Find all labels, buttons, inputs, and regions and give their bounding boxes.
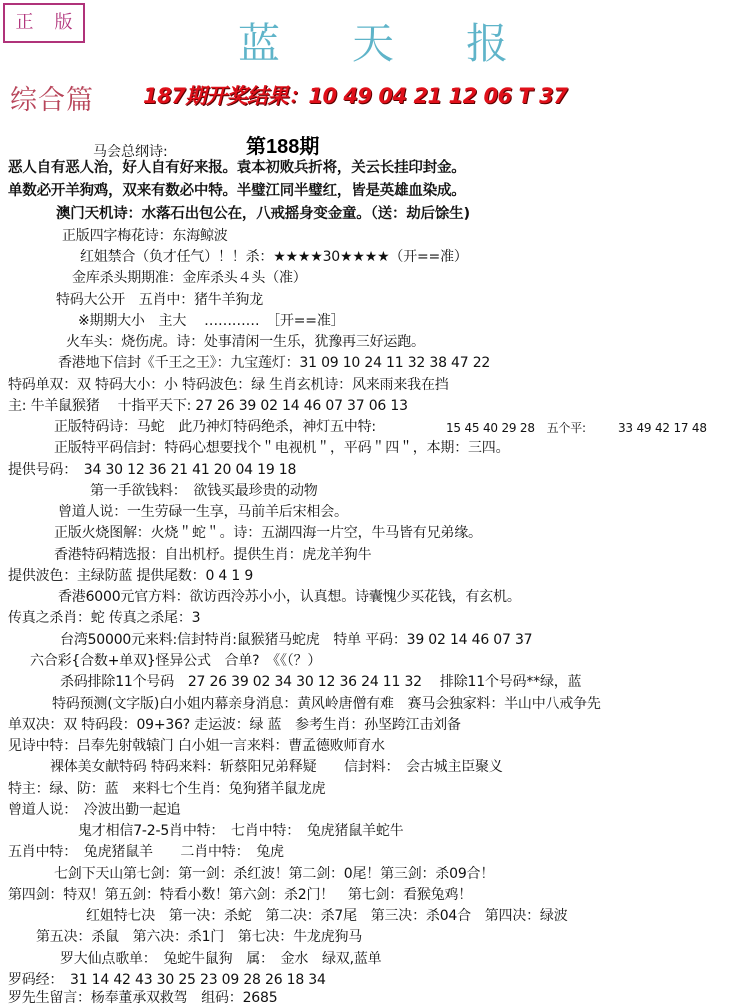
text-line: 六合彩{合数+单双}怪异公式 合单? 《《（？） [30, 653, 322, 669]
text-line: 提供波色：主绿防蓝 提供尾数：0 4 1 9 [8, 568, 254, 584]
text-line: 澳门天机诗：水落石出包公在，八戒摇身变金童。（送：劫后馀生) [56, 206, 470, 222]
text-line: 第一手欲钱料： 欲钱买最珍贵的动物 [90, 483, 318, 499]
stamp-char-right: 版 [54, 12, 73, 33]
text-line: 33 49 42 17 48 [618, 421, 707, 435]
text-line: 七剑下天山第七剑：第一剑：杀红波！第二剑：0尾！第三剑：杀09合！ [54, 866, 495, 882]
title-char: 天 [351, 19, 394, 68]
section-heading: 综合篇 [10, 85, 94, 116]
text-line: 第五决：杀鼠 第六决：杀1门 第七决：牛龙虎狗马 [36, 929, 363, 945]
text-line: 特码单双：双 特码大小：小 特码波色：绿 生肖玄机诗：风来雨来我在挡 [8, 377, 449, 393]
title-char: 蓝 [238, 19, 281, 68]
text-line: 火车头：烧伤虎。诗：处事清闲一生乐，犹豫再三好运跑。 [66, 334, 425, 350]
text-line: 香港地下信封《千王之王》：九宝莲灯：31 09 10 24 11 32 38 47 22 [58, 355, 491, 371]
text-line: 特主：绿、防：蓝 来料七个生肖：兔狗猪羊鼠龙虎 [8, 781, 326, 797]
text-line: 单双决：双 特码段：09+36? 走运波：绿 蓝 参考生肖：孙坚跨江击刘备 [8, 717, 461, 733]
text-line: 正版火烧图解：火烧＂蛇＂。诗：五湖四海一片空，牛马皆有兄弟缘。 [54, 525, 482, 541]
text-line: 五肖中特： 兔虎猪鼠羊 二肖中特： 兔虎 [8, 844, 284, 860]
stamp-char-left: 正 [15, 12, 34, 33]
text-line: ※期期大小 主大 ………… ［开==准］ [78, 313, 345, 329]
text-line: 正版四字梅花诗：东海鲸波 [62, 228, 228, 244]
text-line: 主: 牛羊鼠猴猪 十指平天下: 27 26 39 02 14 46 07 37 06 13 [8, 398, 408, 414]
genuine-stamp [3, 3, 85, 43]
text-line: 鬼才相信7-2-5肖中特： 七肖中特： 兔虎猪鼠羊蛇牛 [78, 823, 404, 839]
text-line: 曾道人说：一生劳碌一生享，马前羊后宋相会。 [58, 504, 348, 520]
text-line: 15 45 40 29 28 五个平: [446, 421, 586, 435]
newspaper-title [238, 12, 508, 70]
text-line: 恶人自有恶人治，好人自有好来报。袁本初败兵折将，关云长挂印封金。 [8, 160, 466, 176]
text-line: 提供号码： 34 30 12 36 21 41 20 04 19 18 [8, 462, 297, 478]
text-line: 罗先生留言：杨奉董承双救驾 组码：2685 [8, 990, 278, 1006]
text-line: 特码大公开 五肖中：猪牛羊狗龙 [56, 292, 263, 308]
text-line: 红姐特七决 第一决：杀蛇 第二决：杀7尾 第三决：杀04合 第四决：绿波 [86, 908, 568, 924]
text-line: 香港6000元官方料：欲访西泠苏小小，认真想。诗囊愧少买花钱，有玄机。 [58, 589, 521, 605]
text-line: 金库杀头期期准：金库杀头４头（准） [72, 270, 307, 286]
issue-number: 第188期 [246, 136, 320, 158]
text-line: 正版特码诗：马蛇 此乃神灯特码绝杀，神灯五中特: [54, 419, 376, 435]
text-line: 裸体美女献特码 特码来料：斩蔡阳兄弟释疑 信封料： 会古城主臣聚义 [50, 759, 503, 775]
text-line: 罗大仙点歌单： 兔蛇牛鼠狗 属： 金水 绿双,蓝单 [60, 951, 382, 967]
title-char: 报 [465, 19, 508, 68]
text-line: 红姐禁合（负才任气）！！杀：★★★★30★★★★（开==准） [80, 249, 468, 265]
text-line: 见诗中特：吕奉先射戟辕门 白小姐一言来料：曹孟德败师育水 [8, 738, 385, 754]
text-line: 罗码经： 31 14 42 43 30 25 23 09 28 26 18 34 [8, 972, 326, 988]
text-line: 特码预测(文字版)白小姐内幕亲身消息：黄风岭唐僧有难 赛马会独家料：半山中八戒争先 [52, 696, 601, 712]
text-line: 杀码排除11个号码 27 26 39 02 34 30 12 36 24 11 32 排除11个号码**绿，蓝 [60, 674, 582, 690]
text-line: 正版特平码信封：特码心想要找个＂电视机＂，平码＂四＂，本期：三四。 [54, 440, 510, 456]
poem-label: 马会总纲诗: [93, 144, 168, 160]
text-line: 第四剑：特双！第五剑：特看小数！第六剑：杀2门！ 第七剑：看猴兔鸡！ [8, 887, 473, 903]
text-line: 单数必开羊狗鸡，双来有数必中特。半璧江同半璧红，皆是英雄血染成。 [8, 183, 466, 199]
text-line: 香港特码精选报：自出机杼。提供生肖：虎龙羊狗牛 [54, 547, 372, 563]
text-line: 台湾50000元来料:信封特肖:鼠猴猪马蛇虎 特单 平码：39 02 14 46 07 37 [60, 632, 533, 648]
text-line: 传真之杀肖：蛇 传真之杀尾：3 [8, 610, 201, 626]
draw-result-banner: 187期开奖结果：10 49 04 21 12 06 T 37 [143, 84, 568, 108]
text-line: 曾道人说： 冷波出勤一起追 [8, 802, 181, 818]
